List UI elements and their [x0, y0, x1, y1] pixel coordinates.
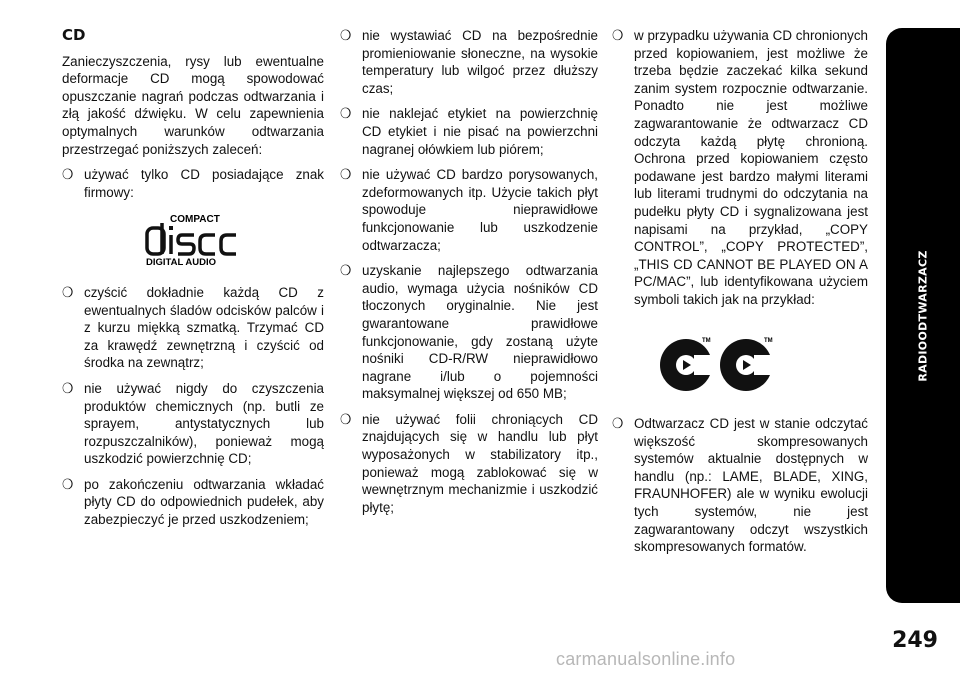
- bullet-text: uzyskanie najlepszego odtwarzania audio, wymaga użycia nośników CD tłoczonych oryginalnie. Nie jest gwarantowane prawidłowe funkcjonowanie, gdy zostaną użyte nośniki CD-R/RW nieprawidłowo nagrane i/lub o pojemności maksymalnej większej od 650 MB;: [362, 263, 598, 402]
- compact-disc-logo-graphic: [144, 213, 240, 267]
- list-item: [340, 27, 598, 97]
- bullet-text: nie używać folii chroniących CD znajdujących się w handlu lub płyt wyposażonych w stabilizatory itp., ponieważ mogą zablokować się w wewnętrznym mechanizmie i uszkodzić płytę;: [362, 411, 598, 515]
- bullet-text: używać tylko CD posiadające znak firmowy:: [84, 167, 324, 200]
- bullet-icon: ❍: [62, 475, 74, 492]
- list-item: [62, 284, 324, 372]
- page-number: 249: [892, 628, 938, 653]
- logo-main-text: disc: [188, 253, 190, 255]
- bullet-text: nie wystawiać CD na bezpośrednie promieniowanie słoneczne, na wysokie temperatury lub wilgoć przez dłuższy czas;: [362, 28, 598, 96]
- bullet-text: nie naklejać etykiet na powierzchnię CD etykiet i nie pisać na powierzchni nagranej ołówkiem lub piórem;: [362, 106, 598, 157]
- bullet-text: czyścić dokładnie każdą CD z ewentualnych śladów odcisków palców i z kurzu miękką szmatką. Trzymać CD za krawędź zewnętrzną i czyścić od środka na zewnątrz;: [84, 284, 324, 371]
- column-3: [612, 27, 868, 564]
- list-item: [340, 166, 598, 254]
- tm-mark-left: TM: [702, 337, 711, 344]
- logo-top-text: COMPACT: [170, 214, 220, 226]
- chapter-tab-label: RADIOODTWARZACZ: [916, 249, 930, 382]
- section-title: CD: [62, 26, 86, 44]
- watermark: carmanualsonline.info: [556, 649, 736, 669]
- intro-paragraph: Zanieczyszczenia, rysy lub ewentualne deformacje CD mogą spowodować opuszczanie nagrań podczas odtwarzania i złą jakość dźwięku. W celu zapewnienia optymalnych warunków odtwarzania przestrzegać poniższych zaleceń:: [62, 53, 324, 157]
- copy-protection-symbols: [658, 335, 868, 398]
- list-item: [62, 380, 324, 468]
- bullet-icon: ❍: [62, 379, 74, 396]
- bullet-text: nie używać CD bardzo porysowanych, zdeformowanych itp. Użycie takich płyt spowoduje nieprawidłowe funkcjonowanie lub uszkodzenie odtwarzacza;: [362, 167, 598, 253]
- chapter-tab: [886, 28, 960, 603]
- bullet-icon: ❍: [62, 166, 74, 183]
- tm-mark-right: TM: [764, 337, 773, 344]
- bullet-icon: ❍: [62, 283, 74, 300]
- list-item: [62, 476, 324, 529]
- bullet-icon: ❍: [340, 166, 352, 183]
- bullet-icon: ❍: [612, 27, 624, 43]
- column-2: [340, 27, 598, 524]
- compact-disc-logo: [144, 213, 240, 272]
- bullet-text: Odtwarzacz CD jest w stanie odczytać większość skompresowanych systemów aktualnie dostępnych w handlu (np.: LAME, BLADE, XING, FRAUNHOFER) ale w wyniku ewolucji tych systemów, nie jest zagwarantowany odczyt wszystkich skompresowanych formatów.: [634, 416, 868, 555]
- logo-bottom-text: DIGITAL AUDIO: [146, 257, 217, 268]
- bullet-icon: ❍: [340, 410, 352, 427]
- bullet-icon: ❍: [340, 262, 352, 279]
- list-item: [340, 262, 598, 403]
- list-item: [612, 415, 868, 556]
- copy-protection-icon: [658, 335, 782, 393]
- list-item: [340, 411, 598, 517]
- bullet-text: nie używać nigdy do czyszczenia produktów chemicznych (np. butli ze sprayem, antystatycznych lub rozpuszczalników), ponieważ mogą uszkodzić powierzchnię CD;: [84, 380, 324, 467]
- column-1: [62, 27, 324, 537]
- list-item: [612, 27, 868, 309]
- bullet-text: w przypadku używania CD chronionych przed kopiowaniem, jest możliwe że trzeba będzie zaczekać kilka sekund zanim system rozpocznie odtwarzanie. Ponadto nie jest możliwe zagwarantowanie że odtwarzacz CD odczyta każdą płytę chronioną. Ochrona przed kopiowaniem często podawane jest bardzo małymi literami lub literami trudnymi do odczytania na pudełku płyty CD i sygnalizowana jest napisami na przykład, „COPY CONTROL”, „COPY PROTECTED”, „THIS CD CANNOT BE PLAYED ON A PC/MAC”, lub identyfikowana użyciem symboli takich jak na przykład:: [634, 28, 868, 307]
- bullet-text: po zakończeniu odtwarzania wkładać płyty CD do odpowiednich pudełek, aby zabezpieczyć je przed uszkodzeniem;: [84, 476, 324, 528]
- list-item: [340, 105, 598, 158]
- bullet-icon: ❍: [340, 27, 352, 43]
- bullet-icon: ❍: [340, 105, 352, 122]
- list-item: [62, 166, 324, 201]
- bullet-icon: ❍: [612, 415, 624, 432]
